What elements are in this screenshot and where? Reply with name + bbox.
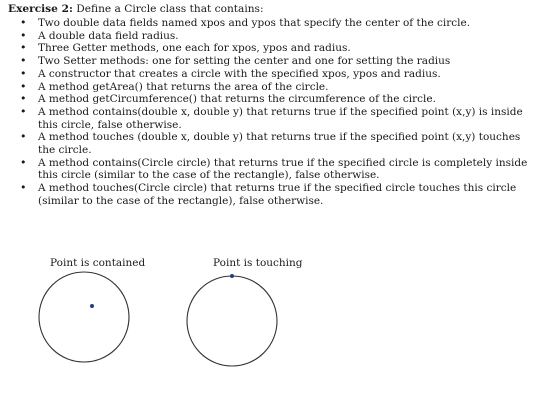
touching-circle [187, 276, 277, 366]
exercise-label: Exercise 2: [8, 3, 73, 15]
requirement-item: • Two double data fields named xpos and ypos that specify the center of the circle. [16, 17, 528, 30]
requirement-item: • A constructor that creates a circle with the specified xpos, ypos and radius. [16, 68, 528, 81]
exercise-title: Define a Circle class that contains: [76, 3, 264, 15]
contained-circle [39, 272, 129, 362]
requirement-item: • A method contains(Circle circle) that returns true if the specified circle is completely inside this circle (similar to the case of the rectangle), false otherwise. [16, 157, 528, 182]
requirement-item: • A method contains(double x, double y) that returns true if the specified point (x,y) is inside this circle, false otherwise. [16, 106, 528, 131]
contained-point [90, 304, 94, 308]
requirement-item: • A method getCircumference() that returns the circumference of the circle. [16, 93, 528, 106]
touching-point [230, 274, 234, 278]
requirement-item: • A method touches (double x, double y) that returns true if the specified point (x,y) touches the circle. [16, 131, 528, 156]
requirement-item: • Three Getter methods, one each for xpos, ypos and radius. [16, 42, 528, 55]
caption-point-contained: Point is contained [50, 257, 146, 269]
requirement-item: • A method getArea() that returns the area of the circle. [16, 81, 528, 94]
requirement-item: • A method touches(Circle circle) that returns true if the specified circle touches this circle (similar to the case of the rectangle), false otherwise. [16, 182, 528, 207]
requirement-item: • A double data field radius. [16, 30, 528, 43]
requirement-item: • Two Setter methods: one for setting the center and one for setting the radius [16, 55, 528, 68]
caption-point-touching: Point is touching [213, 257, 303, 269]
